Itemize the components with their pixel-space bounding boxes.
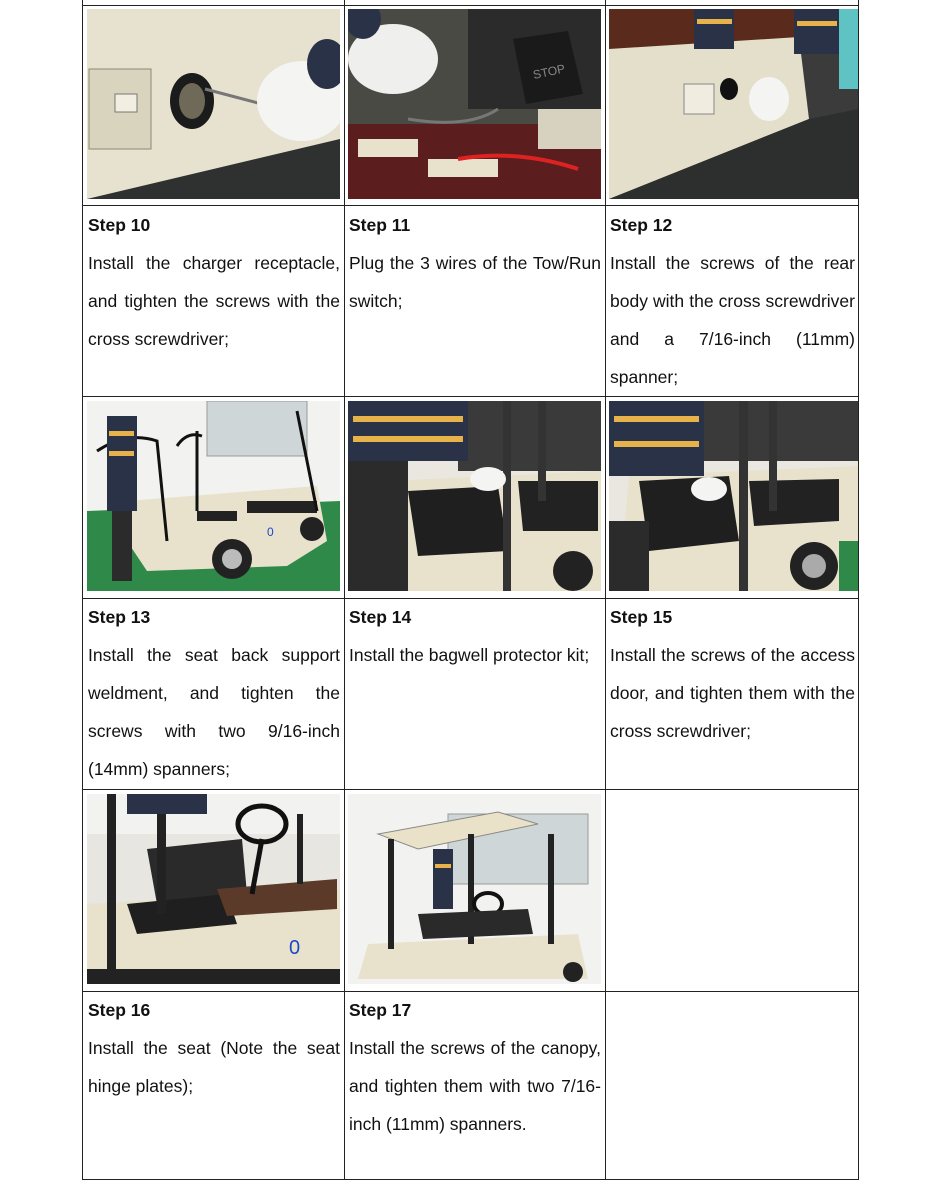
stop-label: STOP (531, 61, 567, 82)
photo-step-10-image (87, 9, 340, 199)
step-15-cell (606, 598, 859, 750)
step-11-cell (345, 206, 605, 320)
step-description: Install the seat back support weldment, and tighten the screws with two 9/16-inch (14mm) spanners; (88, 645, 340, 779)
photo-step-15-image (609, 401, 858, 591)
row-divider (83, 5, 858, 6)
step-10-cell (84, 206, 344, 358)
photo-step-13 (87, 401, 340, 591)
step-description: Install the screws of the rear body with the cross screwdriver and a 7/16-inch (11mm) spanner; (610, 253, 855, 387)
step-title: Step 13 (88, 607, 151, 627)
photo-step-11 (348, 9, 601, 199)
step-description: Install the seat (Note the seat hinge plates); (88, 1038, 340, 1096)
photo-step-13-image (87, 401, 340, 591)
step-title: Step 10 (88, 215, 151, 235)
step-description: Plug the 3 wires of the Tow/Run switch; (349, 253, 601, 311)
step-14-cell (345, 598, 605, 674)
photo-step-12-image (609, 9, 858, 199)
row-divider (83, 789, 858, 790)
step-description: Install the bagwell protector kit; (349, 645, 590, 665)
photo-step-15 (609, 401, 858, 591)
step-description: Install the screws of the access door, and tighten them with the cross screwdriver; (610, 645, 855, 741)
step-12-cell (606, 206, 859, 396)
step-title: Step 14 (349, 607, 412, 627)
step-title: Step 11 (349, 215, 411, 235)
step-title: Step 12 (610, 215, 673, 235)
photo-step-12 (609, 9, 858, 199)
step-13-cell (84, 598, 344, 788)
step-17-cell (345, 991, 605, 1143)
photo-step-17 (348, 794, 601, 984)
step-description: Install the screws of the canopy, and tighten them with two 7/16-inch (11mm) spanners. (349, 1038, 601, 1134)
column-divider (605, 0, 606, 1179)
row-divider (83, 396, 858, 397)
photo-step-14 (348, 401, 601, 591)
photo-step-10 (87, 9, 340, 199)
photo-step-14-image (348, 401, 601, 591)
photo-step-16 (87, 794, 340, 984)
steps-table (82, 0, 859, 1180)
cart-number: 0 (267, 525, 274, 539)
photo-step-17-image (348, 794, 601, 984)
step-16-cell (84, 991, 344, 1105)
step-title: Step 16 (88, 1000, 151, 1020)
photo-step-16-image (87, 794, 340, 984)
step-description: Install the charger receptacle, and tighten the screws with the cross screwdriver; (88, 253, 340, 349)
photo-step-11-image (348, 9, 601, 199)
cart-number: 0 (289, 937, 301, 959)
step-title: Step 17 (349, 1000, 412, 1020)
step-title: Step 15 (610, 607, 673, 627)
